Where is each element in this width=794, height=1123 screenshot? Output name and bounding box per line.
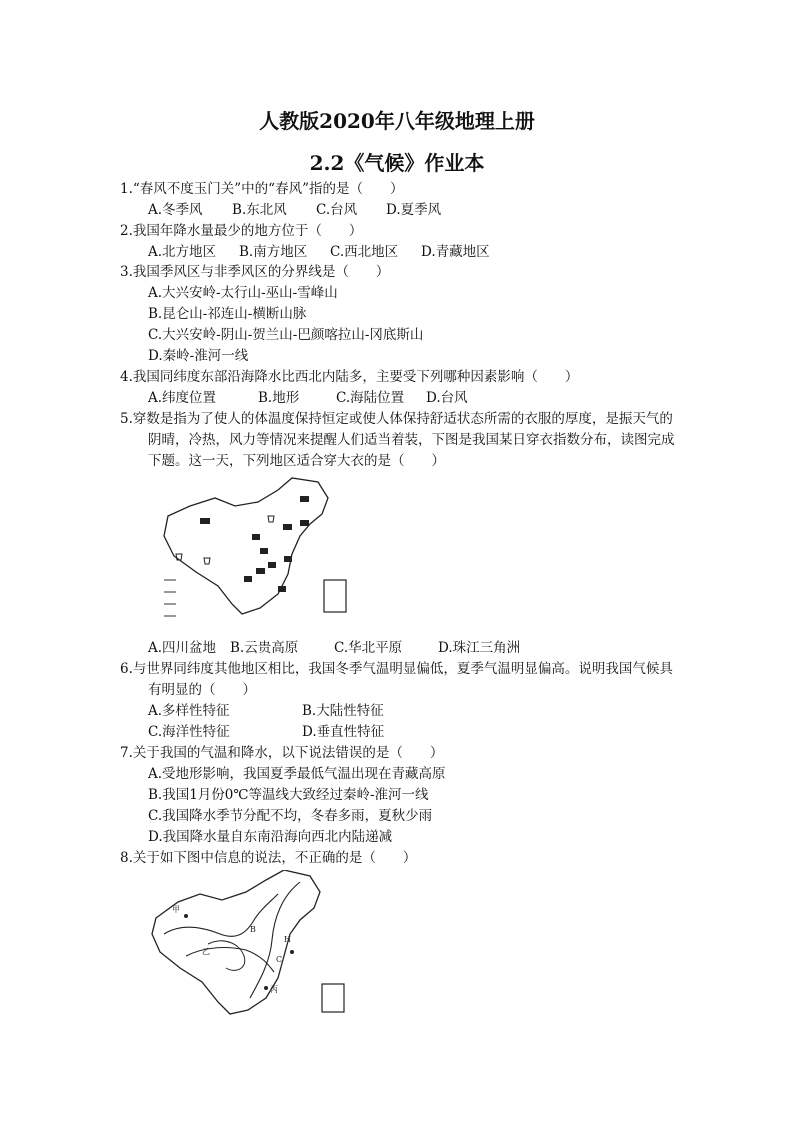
q1-option-b[interactable]: B.东北风 (232, 202, 287, 218)
q5-line-2: 阴晴，冷热，风力等情况来提醒人们适当着装，下图是我国某日穿衣指数分布，读图完成 (148, 432, 675, 448)
q3-option-a[interactable]: A.大兴安岭-太行山-巫山-雪峰山 (148, 285, 338, 301)
q6-option-c[interactable]: C.海洋性特征 (148, 724, 230, 740)
q6-options-row-1 (148, 702, 384, 720)
q2-options (148, 243, 490, 261)
map-label-jia: 甲 (172, 905, 180, 914)
q6-line-2: 有明显的（ ） (148, 682, 256, 698)
clothing-index-map (160, 476, 360, 636)
page-subtitle: 2.2《气候》作业本 (309, 151, 485, 175)
q5-option-d[interactable]: D.珠江三角洲 (438, 640, 521, 656)
map-label-c: C (276, 955, 283, 964)
climate-zone-map (150, 870, 360, 1020)
q6-option-b[interactable]: B.大陆性特征 (302, 703, 384, 719)
q1-option-a[interactable]: A.冬季风 (148, 202, 203, 218)
q5-line-3: 下题。这一天，下列地区适合穿大衣的是（ ） (148, 453, 445, 469)
q2-option-b[interactable]: B.南方地区 (239, 244, 308, 260)
q6-line-1: 6.与世界同纬度其他地区相比，我国冬季气温明显偏低，夏季气温明显偏高。说明我国气候具 (120, 661, 673, 677)
q3-option-d[interactable]: D.秦岭-淮河一线 (148, 348, 249, 364)
q5-options (148, 639, 520, 657)
q6-option-a[interactable]: A.多样性特征 (148, 703, 230, 719)
q1-stem: 1.“春风不度玉门关”中的“春风”指的是（ ） (120, 181, 404, 197)
q4-option-b[interactable]: B.地形 (258, 390, 300, 406)
q2-option-d[interactable]: D.青藏地区 (421, 244, 490, 260)
q7-option-b[interactable]: B.我国1月份0℃等温线大致经过秦岭-淮河一线 (148, 787, 429, 803)
q4-stem: 4.我国同纬度东部沿海降水比西北内陆多，主要受下列哪种因素影响（ ） (120, 369, 579, 385)
page-title: 人教版2020年八年级地理上册 (259, 109, 535, 133)
q3-option-c[interactable]: C.大兴安岭-阴山-贺兰山-巴颜喀拉山-冈底斯山 (148, 327, 424, 343)
q5-option-b[interactable]: B.云贵高原 (230, 640, 299, 656)
q6-options-row-2 (148, 723, 384, 741)
q1-option-d[interactable]: D.夏季风 (386, 202, 442, 218)
map-label-h: H (284, 935, 291, 944)
q2-option-a[interactable]: A.北方地区 (148, 244, 217, 260)
q1-option-c[interactable]: C.台风 (316, 202, 358, 218)
q3-option-b[interactable]: B.昆仑山-祁连山-横断山脉 (148, 306, 307, 322)
q3-stem: 3.我国季风区与非季风区的分界线是（ ） (120, 264, 390, 280)
q6-option-d[interactable]: D.垂直性特征 (302, 724, 385, 740)
q8-stem: 8.关于如下图中信息的说法，不正确的是（ ） (120, 850, 417, 866)
q7-option-d[interactable]: D.我国降水量自东南沿海向西北内陆递减 (148, 829, 393, 845)
q7-option-c[interactable]: C.我国降水季节分配不均，冬春多雨，夏秋少雨 (148, 808, 433, 824)
q4-option-c[interactable]: C.海陆位置 (336, 390, 405, 406)
map-label-yi: 乙 (202, 947, 210, 956)
q5-option-a[interactable]: A.四川盆地 (148, 640, 217, 656)
q5-option-c[interactable]: C.华北平原 (334, 640, 403, 656)
q5-line-1: 5.穿数是指为了使人的体温度保持恒定或使人体保持舒适状态所需的衣服的厚度，是振天气的 (120, 411, 673, 427)
q7-stem: 7.关于我国的气温和降水，以下说法错误的是（ ） (120, 745, 444, 761)
q4-option-d[interactable]: D.台风 (426, 390, 468, 406)
q4-option-a[interactable]: A.纬度位置 (148, 390, 217, 406)
map-label-bing: 丙 (270, 985, 278, 994)
q2-stem: 2.我国年降水量最少的地方位于（ ） (120, 223, 363, 239)
q7-option-a[interactable]: A.受地形影响，我国夏季最低气温出现在青藏高原 (148, 766, 446, 782)
q2-option-c[interactable]: C.西北地区 (330, 244, 399, 260)
q4-options (148, 389, 468, 407)
q1-options (148, 201, 441, 219)
map-label-b: B (250, 925, 256, 934)
